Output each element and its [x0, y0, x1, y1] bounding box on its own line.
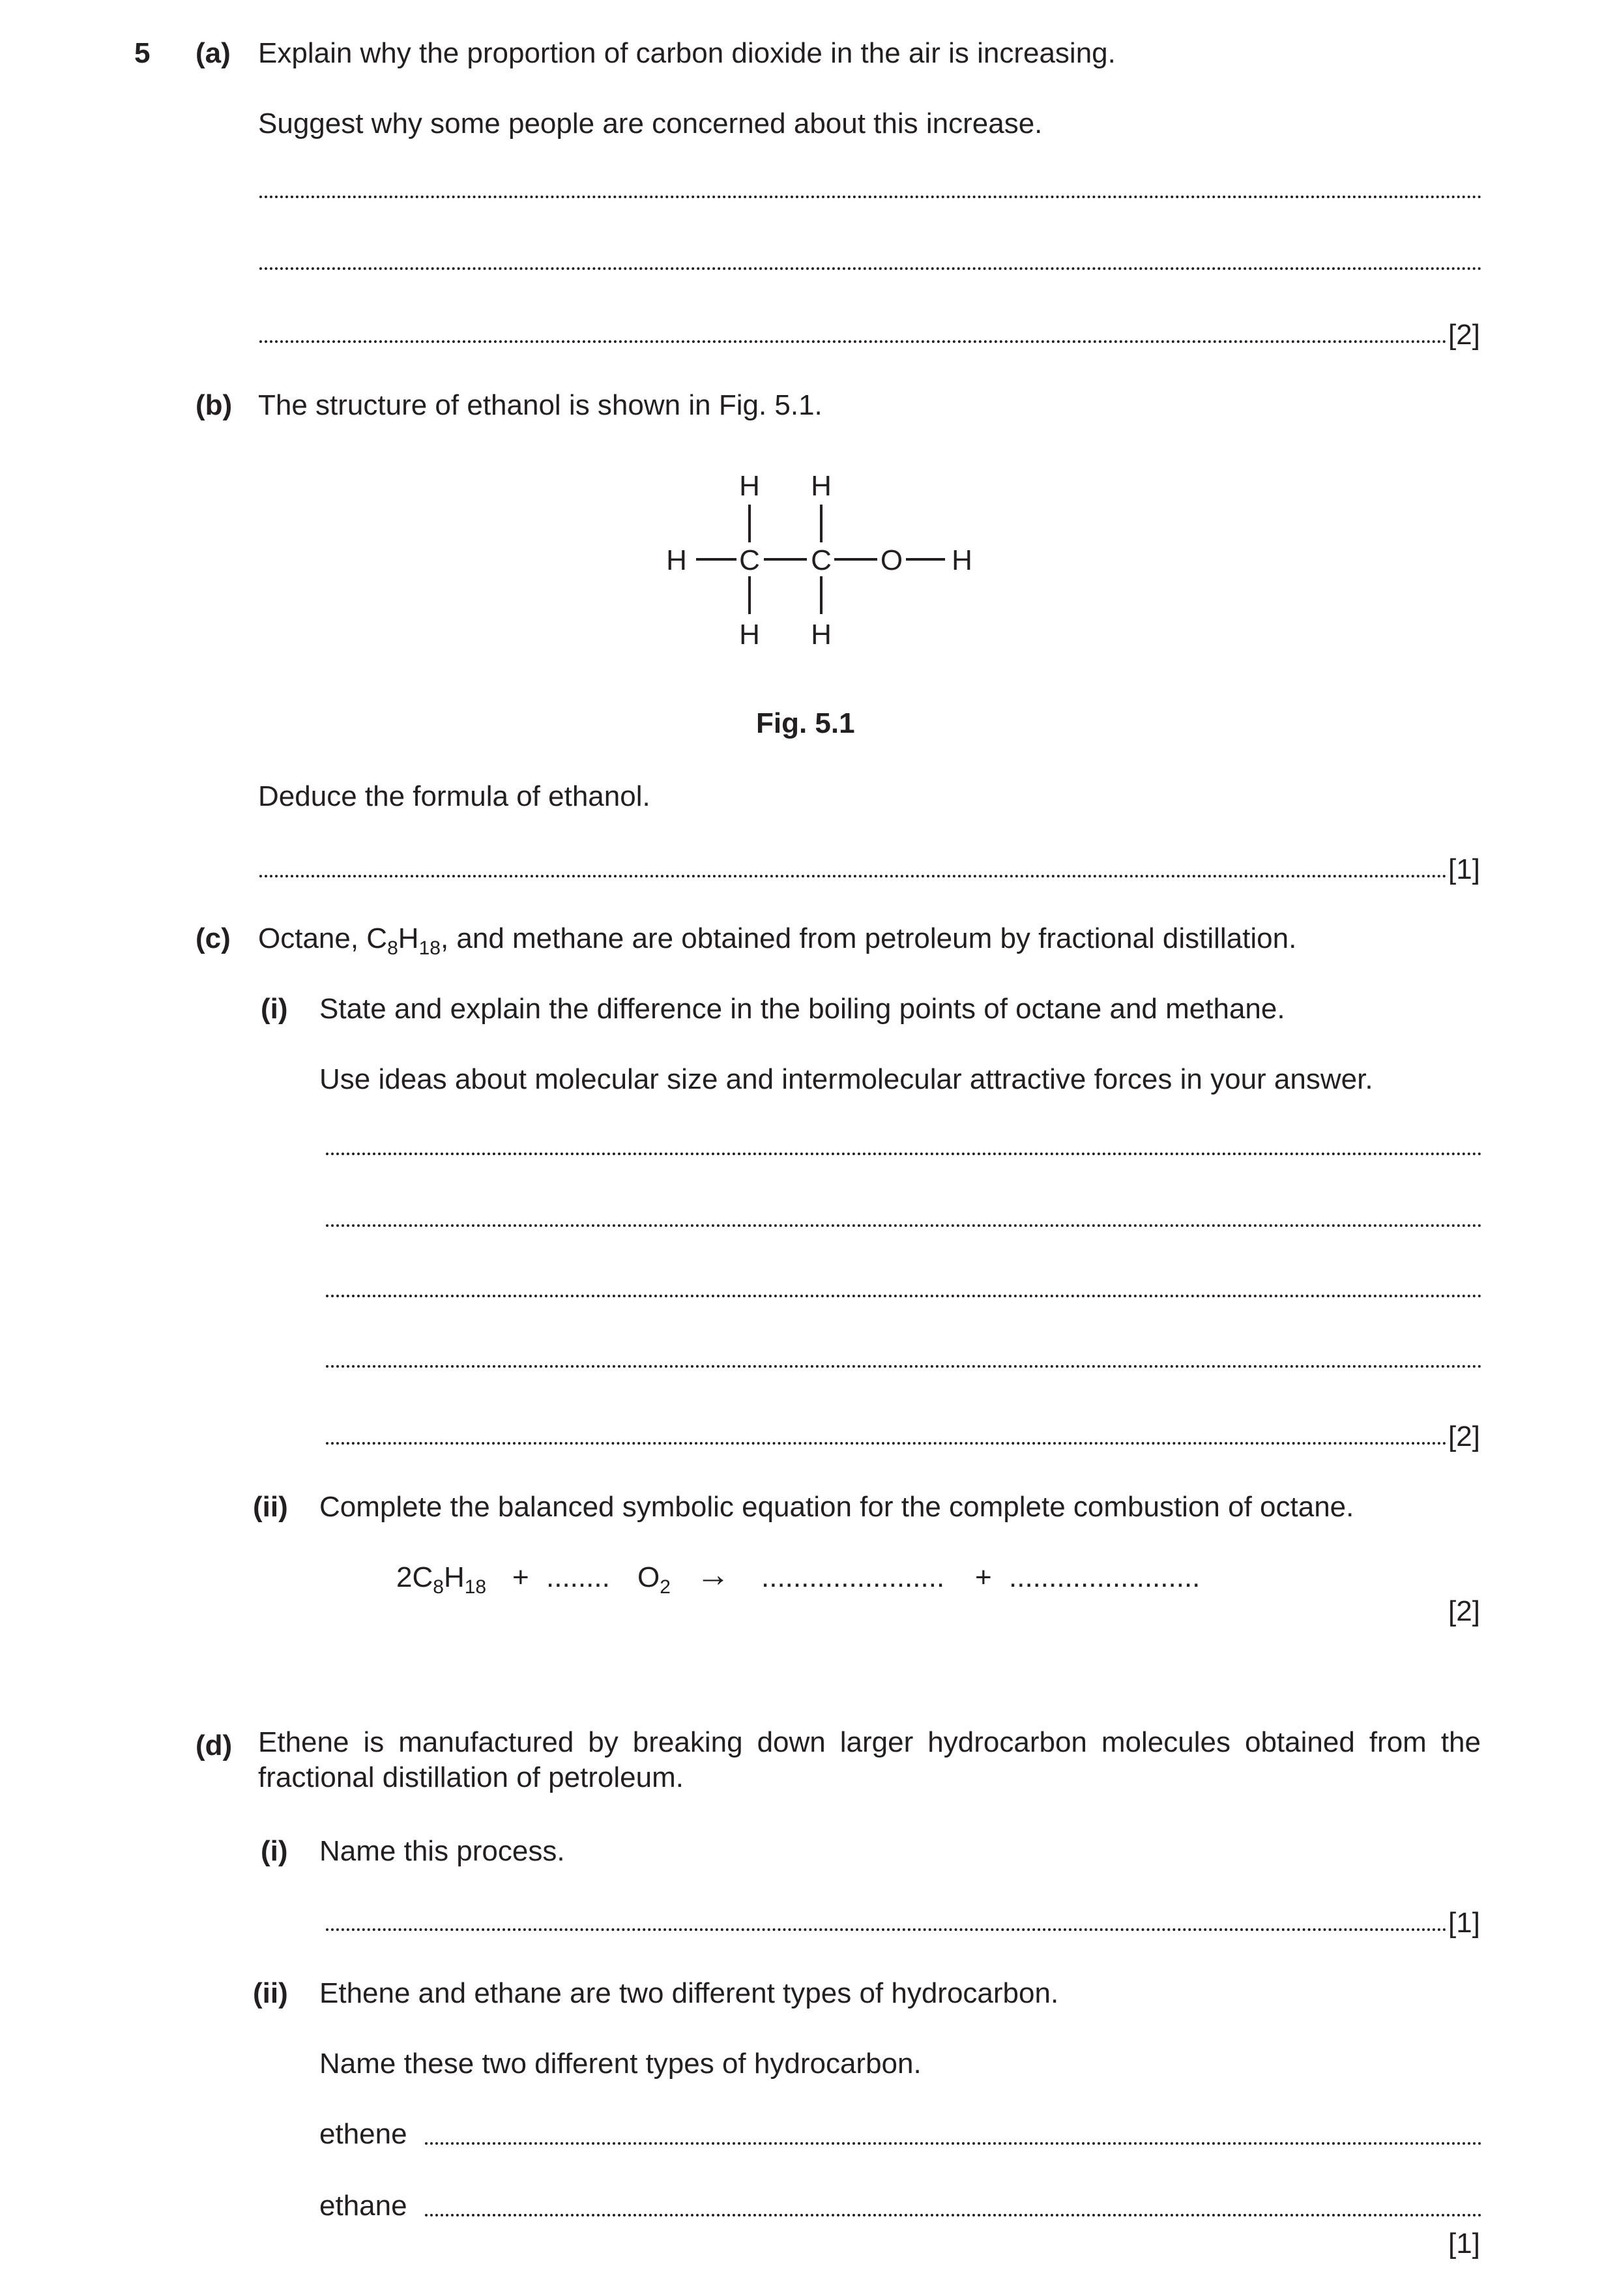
ethanol-structure-diagram	[652, 463, 1017, 658]
atom-h: H	[811, 619, 832, 651]
atom-h: H	[666, 544, 687, 576]
marks: [1]	[1448, 853, 1480, 885]
equation-blank-coefficient[interactable]: ........	[546, 1561, 610, 1593]
answer-line[interactable]	[326, 1928, 1447, 1931]
equation-blank-product1[interactable]: .......................	[761, 1561, 945, 1593]
equation-plus: +	[512, 1561, 529, 1593]
part-c-intro: Octane, $C_8H_{18}$, and methane are obtained from petroleum by fractional distillation.	[258, 922, 1297, 959]
answer-line[interactable]	[259, 340, 1447, 343]
part-c-ii-line1: Complete the balanced symbolic equation for the complete combustion of octane.	[319, 1491, 1354, 1523]
figure-caption: Fig. 5.1	[756, 707, 855, 739]
atom-h: H	[952, 544, 972, 576]
atom-c: C	[811, 544, 832, 576]
answer-line[interactable]	[259, 267, 1482, 270]
part-c-i-line1: State and explain the difference in the boiling points of octane and methane.	[319, 993, 1285, 1025]
part-c-label: (c)	[196, 922, 231, 954]
part-d-i-line1: Name this process.	[319, 1835, 565, 1867]
equation-blank-product2[interactable]: ........................	[1009, 1561, 1201, 1593]
marks: [1]	[1448, 1907, 1480, 1939]
marks: [2]	[1448, 1420, 1480, 1452]
ethane-label: ethane	[319, 2190, 407, 2222]
answer-line[interactable]	[259, 875, 1447, 877]
atom-h: H	[811, 470, 832, 502]
part-d-label: (d)	[196, 1729, 233, 1761]
marks: [1]	[1448, 2228, 1480, 2259]
ethene-answer-line[interactable]	[425, 2142, 1482, 2145]
part-d-intro: Ethene is manufactured by breaking down larger hydrocarbon molecules obtained from the fractional distillation of petroleum.	[258, 1726, 1481, 1793]
part-c-ii-label: (ii)	[253, 1491, 288, 1523]
part-a-line1: Explain why the proportion of carbon dioxide in the air is increasing.	[258, 37, 1116, 69]
equation-octane: $2C_8H_{18}$	[396, 1561, 487, 1598]
part-c-i-label: (i)	[261, 993, 288, 1025]
part-a-label: (a)	[196, 37, 231, 69]
marks: [2]	[1448, 319, 1480, 351]
marks: [2]	[1448, 1595, 1480, 1627]
part-b-intro: The structure of ethanol is shown in Fig. 5.1.	[258, 389, 823, 421]
answer-line[interactable]	[326, 1153, 1482, 1155]
answer-line[interactable]	[259, 196, 1482, 198]
part-d-ii-line1: Ethene and ethane are two different types of hydrocarbon.	[319, 1977, 1059, 2009]
answer-line[interactable]	[326, 1295, 1482, 1297]
part-b-question: Deduce the formula of ethanol.	[258, 780, 650, 812]
ethene-label: ethene	[319, 2118, 407, 2150]
answer-line[interactable]	[326, 1442, 1447, 1445]
equation-plus: +	[975, 1561, 992, 1593]
part-d-i-label: (i)	[261, 1835, 288, 1867]
answer-line[interactable]	[326, 1224, 1482, 1227]
part-b-label: (b)	[196, 389, 233, 421]
equation-oxygen: $O_2$	[637, 1561, 671, 1598]
part-c-i-line2: Use ideas about molecular size and intermolecular attractive forces in your answer.	[319, 1063, 1373, 1095]
atom-h: H	[739, 470, 760, 502]
part-d-ii-line2: Name these two different types of hydrocarbon.	[319, 2048, 922, 2080]
reaction-arrow-icon: →	[696, 1556, 730, 1594]
ethane-answer-line[interactable]	[425, 2214, 1482, 2216]
atom-c: C	[739, 544, 760, 576]
atom-o: O	[880, 544, 903, 576]
part-a-line2: Suggest why some people are concerned about this increase.	[258, 108, 1043, 140]
part-d-ii-label: (ii)	[253, 1977, 288, 2009]
answer-line[interactable]	[326, 1365, 1482, 1368]
atom-h: H	[739, 619, 760, 651]
question-number: 5	[134, 37, 151, 69]
